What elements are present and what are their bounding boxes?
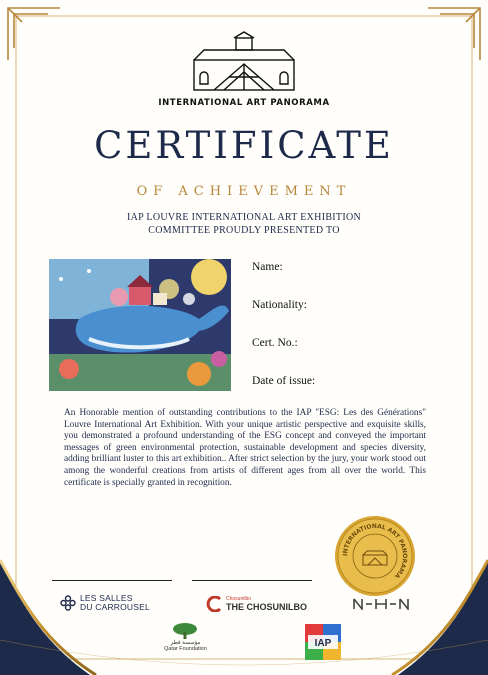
presenter-line-1: IAP LOUVRE INTERNATIONAL ART EXHIBITION [126,212,362,223]
chosunilbo-logo-icon [204,596,224,612]
presenter-line-2: COMMITTEE PROUDLY PRESENTED TO [148,224,340,236]
certificate-subtitle: OF ACHIEVEMENT [136,184,352,199]
cert-no-label: Cert. No.: [252,337,298,349]
sponsor-carrousel [60,594,150,612]
chosunilbo-small-text: Chosunilbo [226,596,252,602]
iap-logo-text: IAP [314,638,332,649]
chosunilbo-name: THE CHOSUNILBO [226,602,307,612]
organization-name: INTERNATIONAL ART PANORAMA [158,98,330,108]
carrousel-line-2: DU CARROUSEL [80,602,150,612]
seal-text: INTERNATIONAL ART PANORAMA [341,522,409,580]
carrousel-line-1: LES SALLES [80,593,133,603]
carrousel-logo-icon [60,595,76,611]
gold-seal-icon [334,515,416,597]
qatar-foundation-arabic: مؤسسة قطر [170,640,201,646]
signature-line-left [52,580,172,581]
qatar-foundation-english: Qatar Foundation [164,646,207,652]
sponsor-qatar-foundation [164,622,207,652]
nhn-logo-icon [352,598,412,610]
nationality-label: Nationality: [252,299,307,311]
name-label: Name: [252,261,283,273]
bottom-wave-left [0,560,90,675]
iap-logo-icon [305,624,341,660]
louvre-logo-icon [184,30,304,98]
sponsor-chosunilbo [204,596,307,612]
presenter-text [0,212,488,237]
artwork-whale-painting [49,259,231,391]
signature-line-right [192,580,312,581]
date-of-issue-label: Date of issue: [252,375,316,387]
qatar-foundation-tree-icon [172,622,198,640]
certificate-title: CERTIFICATE [94,124,394,167]
certificate-body-text: An Honorable mention of outstanding contributions to the IAP "ESG: Les des Générations" Louvre International Art Exhibition. With your unique artistic perspective and exquisite skills, you demonstrated a profound understanding of the ESG concept and conveyed the important messages of green environmental protection, sustainable development and species diversity, adding brilliant luster to this art exhibition.. After strict selection by the jury, your work stood out among the wonderful creations from artists of different ages from all over the world. This certificate is specially granted in recognition. [64,408,426,488]
